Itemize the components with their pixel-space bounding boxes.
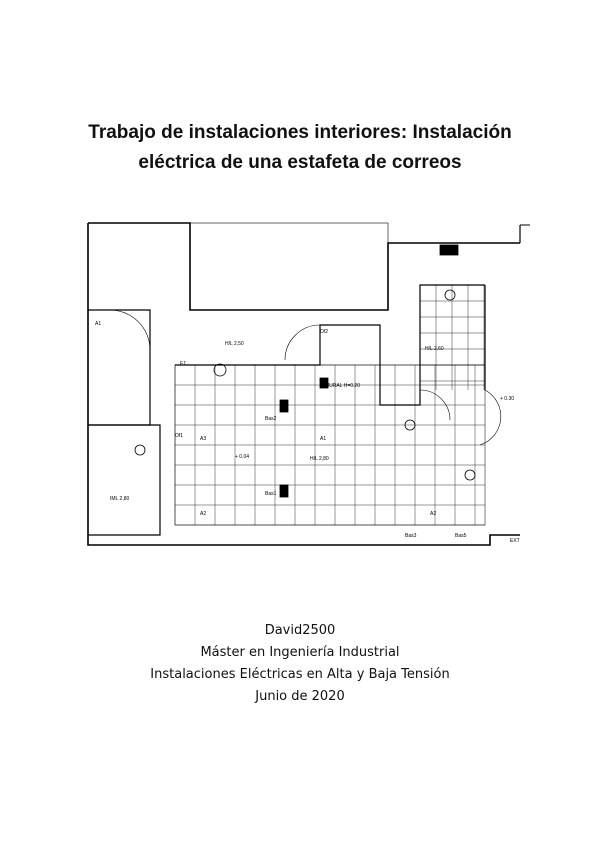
plan-label-bas5: Bas5 <box>455 533 467 539</box>
document-info <box>60 620 540 708</box>
plan-label-bas1: Bas1 <box>265 491 277 497</box>
plan-label-bas3: Bas3 <box>405 533 417 539</box>
plan-label-030: + 0.30 <box>500 396 515 402</box>
plan-label-a2: A2 <box>200 511 207 517</box>
title-line-2: eléctrica de una estafeta de correos <box>138 152 462 173</box>
title-line-1: Trabajo de instalaciones interiores: Instalación <box>88 122 512 143</box>
plan-label-ext: EXT <box>510 538 520 544</box>
document-title <box>40 118 560 178</box>
plan-label-iml: IML 2,80 <box>110 496 130 502</box>
subject-name: Instalaciones Eléctricas en Alta y Baja Tensión <box>150 667 450 682</box>
plan-label-of1: Of1 <box>175 433 184 439</box>
plan-label-hl250: H/L 2,50 <box>225 341 244 347</box>
floor-plan-drawing <box>80 215 530 575</box>
plan-label-a2b: A2 <box>430 511 437 517</box>
plan-label-e1: E1 <box>180 361 187 367</box>
author-name: David2500 <box>264 623 336 638</box>
plan-label-004: + 0.04 <box>235 454 250 460</box>
plan-label-a3: A3 <box>200 436 207 442</box>
degree-name: Máster en Ingeniería Industrial <box>200 645 400 660</box>
plan-label-mural: MURAL H=0.20 <box>325 383 360 389</box>
document-date: Junio de 2020 <box>255 689 345 704</box>
plan-label-of2: Of2 <box>320 329 329 335</box>
plan-label-hl260: H/L 2,60 <box>425 346 444 352</box>
plan-label-a1: A1 <box>95 321 102 327</box>
plan-label-hl280: H/L 2,80 <box>310 456 329 462</box>
plan-label-bas2: Bas2 <box>265 416 277 422</box>
plan-label-a1b: A1 <box>320 436 327 442</box>
